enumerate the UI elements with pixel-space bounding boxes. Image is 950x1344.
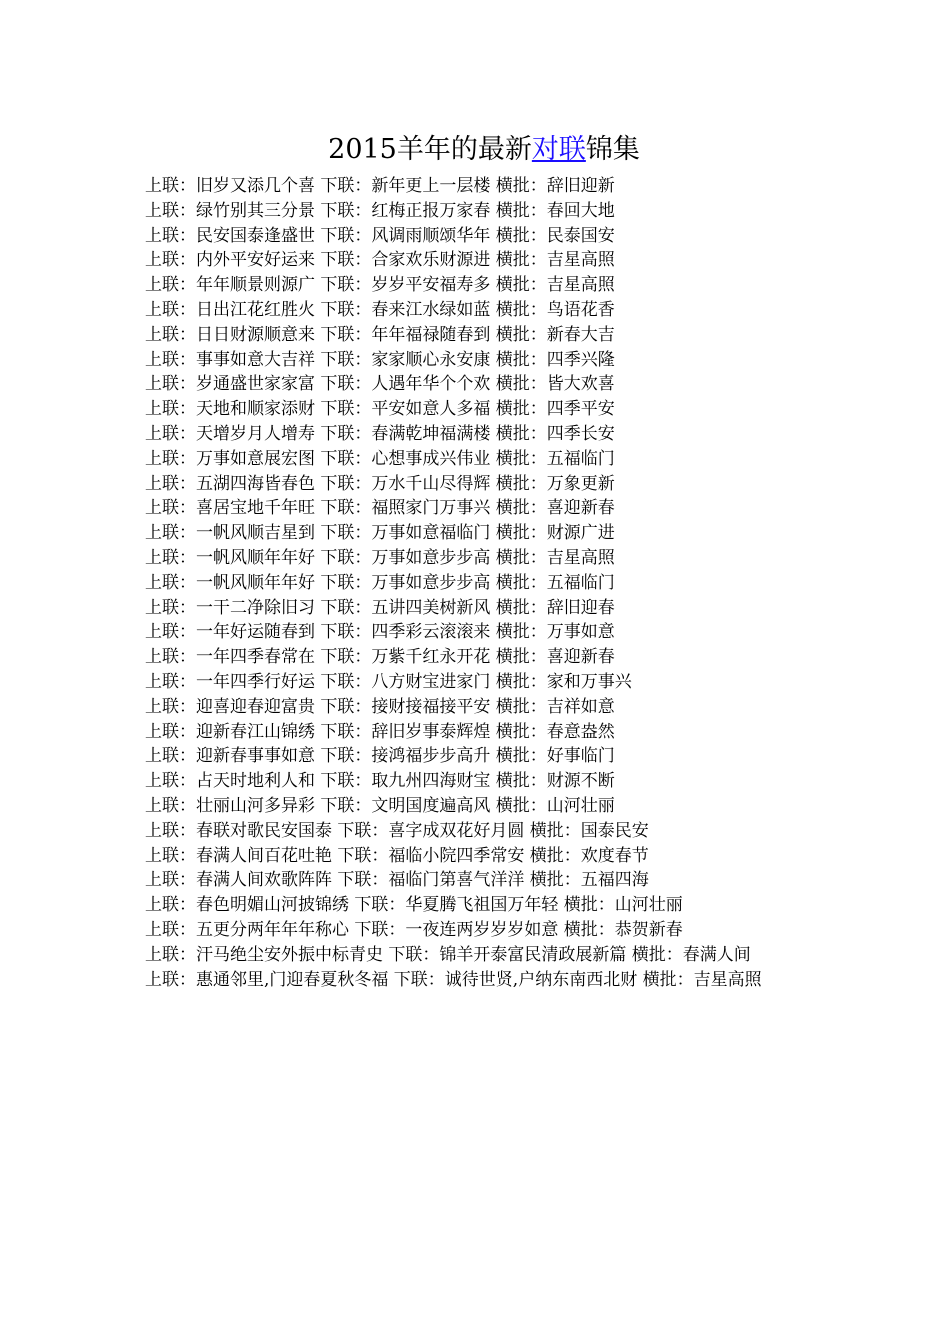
couplet-line: 上联：年年顺景则源广 下联：岁岁平安福寿多 横批：吉星高照	[145, 275, 615, 296]
couplet-line: 上联：春联对歌民安国泰 下联：喜字成双花好月圆 横批：国泰民安	[145, 820, 649, 841]
couplet-line: 上联：五湖四海皆春色 下联：万水千山尽得辉 横批：万象更新	[145, 473, 615, 494]
couplet-line: 上联：绿竹别其三分景 下联：红梅正报万家春 横批：春回大地	[145, 200, 615, 221]
couplet-line: 上联：春色明媚山河披锦绣 下联：华夏腾飞祖国万年轻 横批：山河壮丽	[145, 895, 683, 916]
couplet-line: 上联：春满人间百花吐艳 下联：福临小院四季常安 横批：欢度春节	[145, 845, 649, 866]
couplet-line: 上联：一年四季行好运 下联：八方财宝进家门 横批：家和万事兴	[145, 671, 632, 692]
couplet-line: 上联：岁通盛世家家富 下联：人遇年华个个欢 横批：皆大欢喜	[145, 374, 615, 395]
couplet-line: 上联：事事如意大吉祥 下联：家家顺心永安康 横批：四季兴隆	[145, 349, 615, 370]
document-page	[145, 130, 815, 992]
couplet-line: 上联：一帆风顺年年好 下联：万事如意步步高 横批：五福临门	[145, 572, 615, 593]
couplet-line: 上联：日出江花红胜火 下联：春来江水绿如蓝 横批：鸟语花香	[145, 299, 615, 320]
title-link[interactable]: 对联	[531, 134, 586, 165]
couplet-line: 上联：汗马绝尘安外振中标青史 下联：锦羊开泰富民清政展新篇 横批：春满人间	[145, 944, 751, 965]
couplet-line: 上联：迎新春事事如意 下联：接鸿福步步高升 横批：好事临门	[145, 746, 615, 767]
couplet-line: 上联：占天时地利人和 下联：取九州四海财宝 横批：财源不断	[145, 771, 615, 792]
couplet-line: 上联：一年好运随春到 下联：四季彩云滚滚来 横批：万事如意	[145, 622, 615, 643]
couplet-line: 上联：壮丽山河多异彩 下联：文明国度遍高风 横批：山河壮丽	[145, 795, 615, 816]
couplet-line: 上联：一干二净除旧习 下联：五讲四美树新风 横批：辞旧迎春	[145, 597, 615, 618]
couplet-list	[145, 174, 815, 968]
couplet-line: 上联：民安国泰逢盛世 下联：风调雨顺颂华年 横批：民泰国安	[145, 225, 615, 246]
couplet-line: 上联：天增岁月人增寿 下联：春满乾坤福满楼 横批：四季长安	[145, 423, 615, 444]
couplet-line: 上联：一帆风顺年年好 下联：万事如意步步高 横批：吉星高照	[145, 547, 615, 568]
couplet-line: 上联：迎喜迎春迎富贵 下联：接财接福接平安 横批：吉祥如意	[145, 696, 615, 717]
couplet-line: 上联：旧岁又添几个喜 下联：新年更上一层楼 横批：辞旧迎新	[145, 176, 615, 196]
couplet-line: 上联：万事如意展宏图 下联：心想事成兴伟业 横批：五福临门	[145, 448, 615, 469]
couplet-line: 上联：喜居宝地千年旺 下联：福照家门万事兴 横批：喜迎新春	[145, 498, 615, 519]
title-text-end: 锦集	[585, 134, 640, 165]
couplet-line: 上联：日日财源顺意来 下联：年年福禄随春到 横批：新春大吉	[145, 324, 615, 345]
couplet-list-last	[145, 968, 815, 993]
couplet-line: 上联：天地和顺家添财 下联：平安如意人多福 横批：四季平安	[145, 399, 615, 420]
title-text-start: 2015羊年的最新	[328, 134, 532, 165]
couplet-line: 上联：五更分两年年年称心 下联：一夜连两岁岁岁如意 横批：恭贺新春	[145, 919, 683, 940]
couplet-line: 上联：一年四季春常在 下联：万紫千红永开花 横批：喜迎新春	[145, 647, 615, 668]
couplet-line: 上联：迎新春江山锦绣 下联：辞旧岁事泰辉煌 横批：春意盎然	[145, 721, 615, 742]
couplet-line: 上联：一帆风顺吉星到 下联：万事如意福临门 横批：财源广进	[145, 523, 615, 544]
couplet-line: 上联：惠通邻里,门迎春夏秋冬福 下联：诚待世贤,户纳东南西北财 横批：吉星高照	[145, 969, 762, 990]
document-title	[145, 130, 815, 170]
couplet-line: 上联：内外平安好运来 下联：合家欢乐财源进 横批：吉星高照	[145, 250, 615, 271]
couplet-line: 上联：春满人间欢歌阵阵 下联：福临门第喜气洋洋 横批：五福四海	[145, 870, 649, 891]
